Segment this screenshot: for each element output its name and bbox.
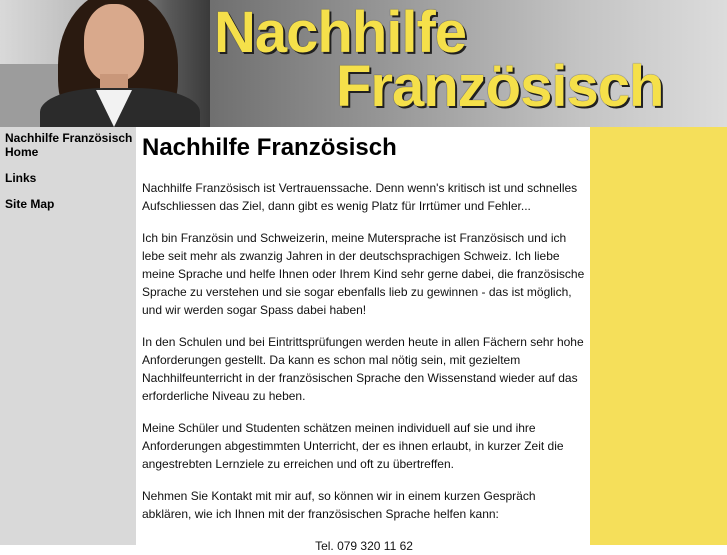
content-paragraph: Ich bin Französin und Schweizerin, meine Mutersprache ist Französisch und ich lebe seit mehr als zwanzig Jahren in der deutschsprachigen Schweiz. Ich liebe meine Sprache und helfe Ihnen oder Ihrem Kind sehr gerne dabei, die französische Sprache zu verstehen und sie sogar ebenfalls lieb zu gewinnen - das ist möglich, und wir werden sogar Spass dabei haben!	[142, 231, 585, 317]
nav-item	[5, 171, 136, 185]
woman-photo	[0, 0, 210, 127]
content-paragraph: Meine Schüler und Studenten schätzen meinen individuell auf sie und ihre Anforderungen abgestimmten Unterricht, der es ihnen erlaubt, in kurzer Zeit die angestrebten Lernziele zu erreichen und oft zu übertreffen.	[142, 421, 564, 471]
content-paragraph: Nachhilfe Französisch ist Vertrauenssache. Denn wenn's kritisch ist und schnelles Aufschliessen das Ziel, dann gibt es wenig Platz für Irrtümer und Fehler...	[142, 181, 578, 213]
content-paragraph: Nehmen Sie Kontakt mit mir auf, so können wir in einem kurzen Gespräch abklären, wie ich Ihnen mit der französischen Sprache helfen kann:	[142, 489, 536, 521]
content-paragraph: In den Schulen und bei Eintrittsprüfungen werden heute in allen Fächern sehr hohe Anforderungen gestellt. Da kann es schon mal nötig sein, mit gezieltem Nachhilfeunterricht in der französischen Sprache den Wissenstand wieder auf das erforderliche Niveau zu heben.	[142, 335, 584, 403]
site-title-line1: Nachhilfe	[214, 0, 467, 65]
sidebar	[0, 127, 136, 545]
nav-menu	[0, 127, 136, 211]
nav-item	[5, 131, 136, 145]
main-content	[136, 127, 590, 553]
right-column	[590, 127, 727, 545]
nav-link-site-map[interactable]: Site Map	[5, 197, 55, 211]
page-title: Nachhilfe Französisch	[142, 134, 397, 161]
site-title-line2: Französisch	[336, 54, 664, 119]
header-banner	[0, 0, 727, 127]
nav-item	[5, 145, 136, 159]
nav-link-nachhilfe-franzoesisch[interactable]: Nachhilfe Französisch	[5, 131, 133, 145]
phone-number: Tel. 079 320 11 62	[315, 539, 413, 553]
nav-link-links[interactable]: Links	[5, 171, 37, 185]
photo-face	[84, 4, 144, 82]
nav-item	[5, 197, 136, 211]
nav-link-home[interactable]: Home	[5, 145, 39, 159]
